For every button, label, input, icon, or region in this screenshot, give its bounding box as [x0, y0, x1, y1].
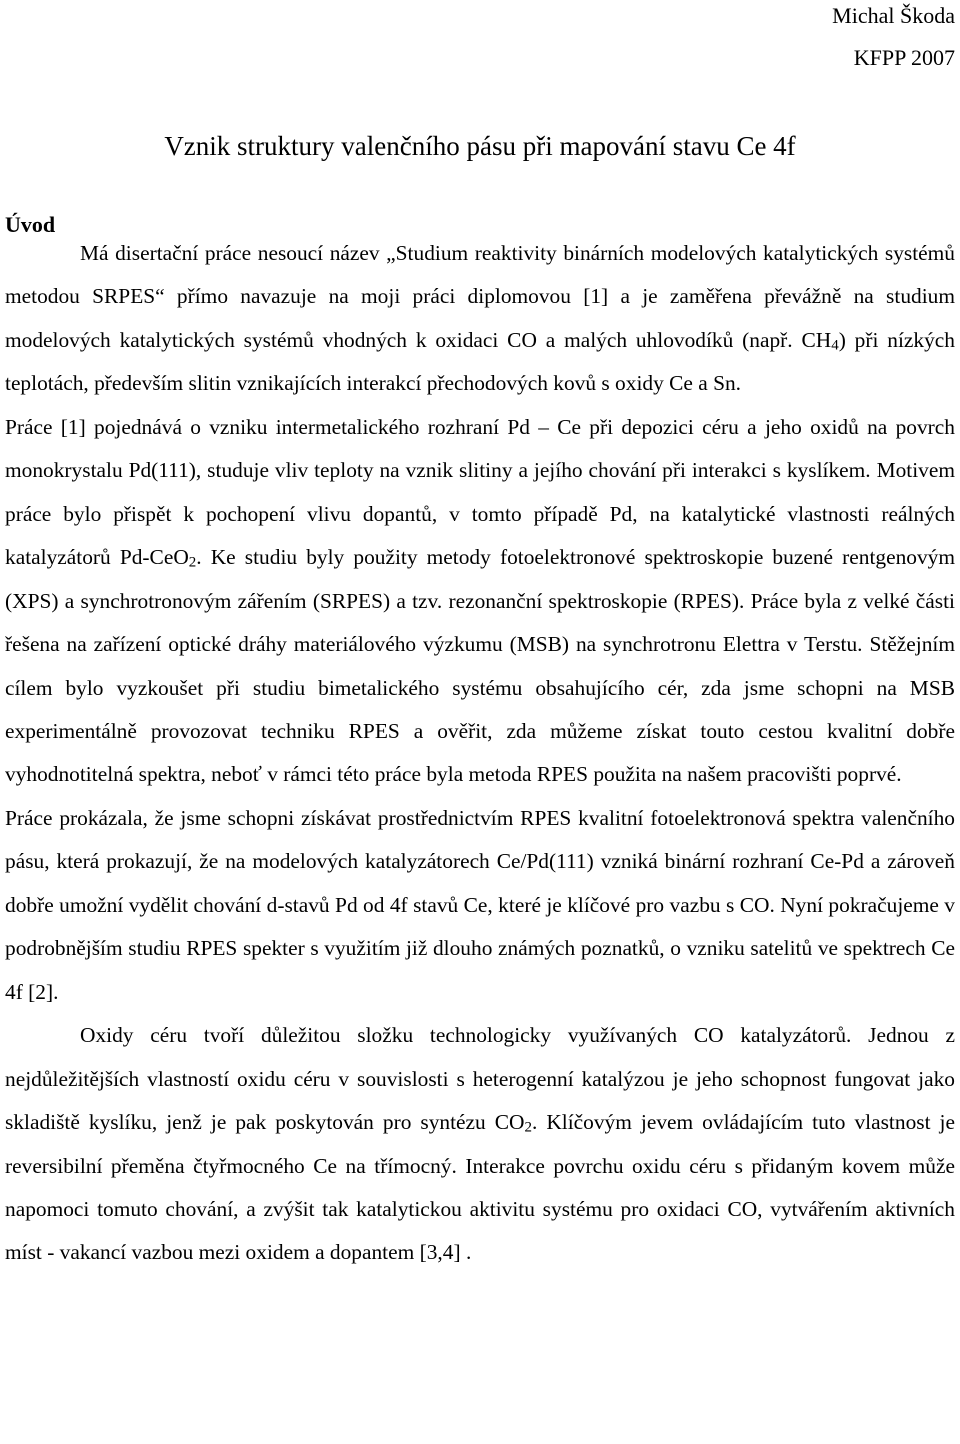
author-name: Michal Škoda — [832, 3, 955, 28]
paragraph-1 — [5, 232, 955, 406]
paragraph-4-text-b: . Klíčovým jevem ovládajícím tuto vlastnost je reversibilní přeměna čtyřmocného Ce na třímocný. Interakce povrchu oxidu céru s přidaným kovem může napomoci tomuto chování, a zvýšit tak katalytickou aktivitu systému pro oxidaci CO, vytvářením aktivních míst - vakancí vazbou mezi oxidem a dopantem [3,4] . — [5, 1110, 955, 1265]
paragraph-3: Práce prokázala, že jsme schopni získávat prostřednictvím RPES kvalitní fotoelektronová spektra valenčního pásu, která prokazují, že na modelových katalyzátorech Ce/Pd(111) vzniká binární rozhraní Ce-Pd a zároveň dobře umožní vydělit chování d-stavů Pd od 4f stavů Ce, které je klíčové pro vazbu s CO. Nyní pokračujeme v podrobnějším studiu RPES spekter s využitím již dlouho známých poznatků, o vzniku satelitů ve spektrech Ce 4f [2]. — [5, 805, 955, 1004]
paragraph-1-text-b: ) při nízkých teplotách, především slitin vznikajících interakcí přechodových kovů s oxidy Ce a Sn. — [5, 327, 955, 396]
subscript: 4 — [831, 337, 839, 354]
document-title: Vznik struktury valenčního pásu při mapování stavu Ce 4f — [164, 131, 796, 161]
section-heading: Úvod — [5, 212, 56, 237]
paragraph-4-text-a: Oxidy céru tvoří důležitou složku technologicky využívaných CO katalyzátorů. Jednou z nejdůležitějších vlastností oxidu céru v souvislosti s heterogenní katalýzou je jeho schopnost fungovat jako skladiště kyslíku, jenž je pak poskytován pro syntézu CO — [5, 1023, 955, 1135]
department-year: KFPP 2007 — [853, 45, 955, 70]
paragraph-2 — [5, 406, 955, 797]
paragraph-2-text-b: . Ke studiu byly použity metody fotoelektronové spektroskopie buzené rentgenovým (XPS) a synchrotronovým zářením (SRPES) a tzv. rezonanční spektroskopie (RPES). Práce byla z velké části řešena na zařízení optické dráhy materiálového výzkumu (MSB) na synchrotronu Elettra v Terstu. Stěžejním cílem bylo vyzkoušet při studiu bimetalického systému obsahujícího cér, zda jsme schopni na MSB experimentálně provozovat techniku RPES a ověřit, zda můžeme získat touto cestou kvalitní dobře vyhodnotitelná spektra, neboť v rámci této práce byla metoda RPES použita na našem pracovišti poprvé. — [5, 545, 955, 787]
paragraph-1-text-a: Má disertační práce nesoucí název „Studium reaktivity binárních modelových katalytických systémů metodou SRPES“ přímo navazuje na moji práci diplomovou [1] a je zaměřena převážně na studium modelových katalytických systémů vhodných k oxidaci CO a malých uhlovodíků (např. CH — [5, 241, 955, 352]
subscript: 2 — [524, 1119, 532, 1136]
paragraph-2-text-a: Práce [1] pojednává o vzniku intermetalického rozhraní Pd – Ce při depozici céru a jeho oxidů na povrch monokrystalu Pd(111), studuje vliv teploty na vznik slitiny a jejího chování při interakci s kyslíkem. Motivem práce bylo přispět k pochopení vlivu dopantů, v tomto případě Pd, na katalytické vlastnosti reálných katalyzátorů Pd-CeO — [5, 414, 955, 570]
paragraph-4 — [5, 1014, 955, 1275]
subscript: 2 — [188, 554, 197, 571]
body-text — [5, 232, 955, 1275]
